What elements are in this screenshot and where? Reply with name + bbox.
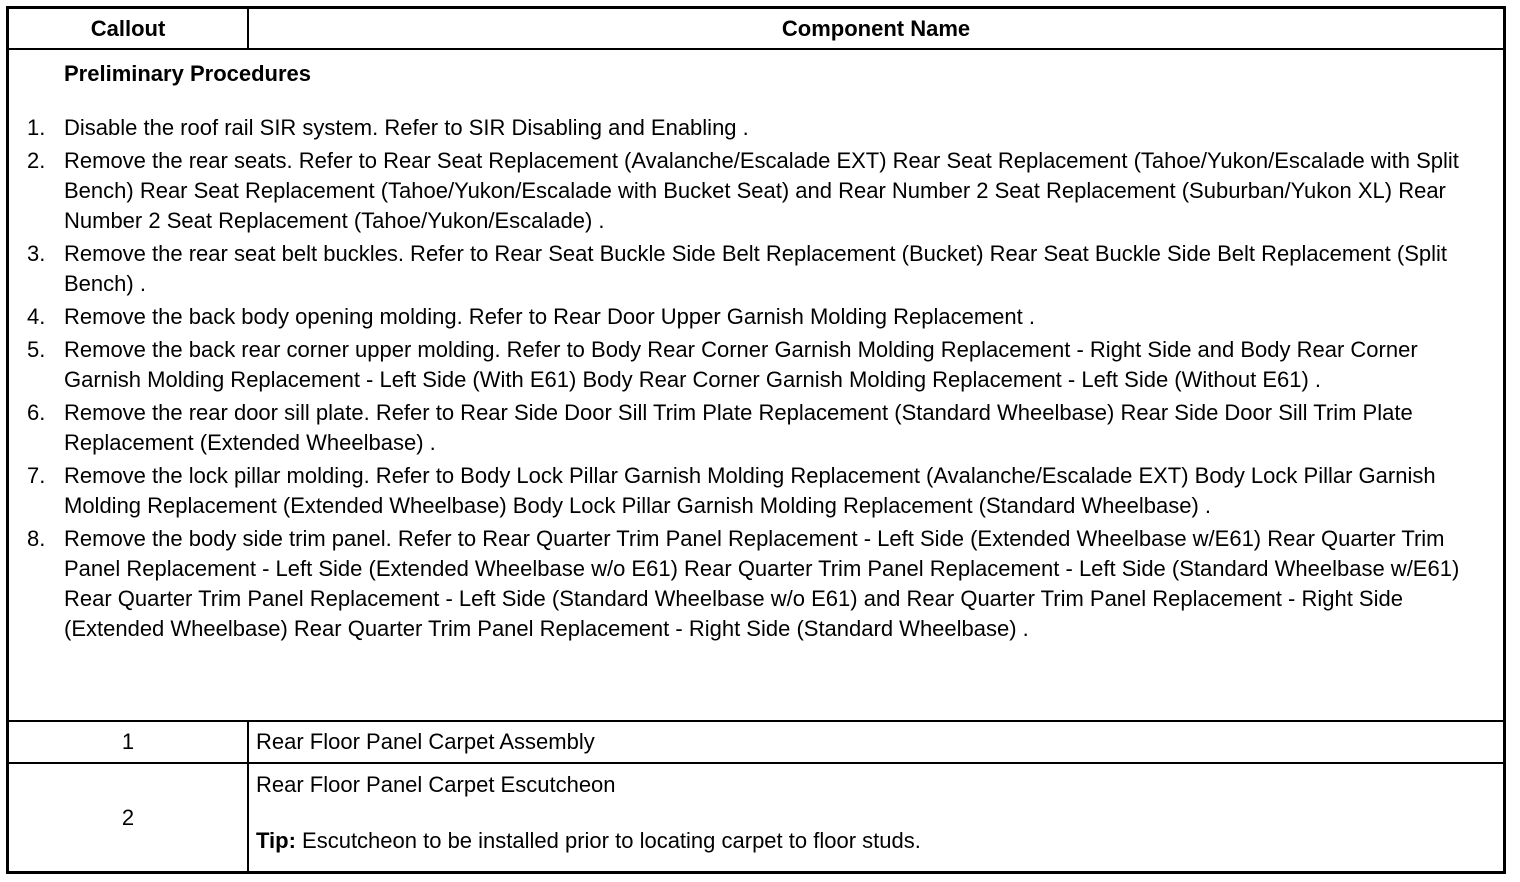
step-text: Remove the back body opening molding. Refer to Rear Door Upper Garnish Molding Replacement .: [64, 304, 1035, 329]
procedure-step: [27, 113, 1497, 143]
procedure-step: [27, 461, 1497, 521]
preliminary-procedures-cell: [9, 49, 1503, 721]
step-number: 5.: [27, 337, 46, 362]
tip-label: Tip:: [256, 828, 296, 854]
procedure-step: [27, 335, 1497, 395]
table-row: [9, 763, 1503, 871]
step-text: Disable the roof rail SIR system. Refer to SIR Disabling and Enabling .: [64, 115, 749, 140]
procedure-step: [27, 524, 1497, 644]
step-text: Remove the rear door sill plate. Refer to Rear Side Door Sill Trim Plate Replacement (Standard Wheelbase) Rear Side Door Sill Trim Plate Replacement (Extended Wheelbase) .: [64, 400, 1413, 455]
preliminary-procedures-title: Preliminary Procedures: [64, 61, 312, 86]
component-name-column-header: Component Name: [248, 9, 1503, 49]
callout-cell: 2: [9, 763, 248, 871]
table-header-row: [9, 9, 1503, 49]
tip-note: [256, 826, 1503, 856]
tip-text: Escutcheon to be installed prior to locating carpet to floor studs.: [295, 828, 921, 854]
preliminary-procedures-row: [9, 49, 1503, 721]
component-name: Rear Floor Panel Carpet Escutcheon: [256, 772, 616, 798]
procedure-step: [27, 146, 1497, 236]
step-text: Remove the lock pillar molding. Refer to Body Lock Pillar Garnish Molding Replacement (Avalanche/Escalade EXT) Body Lock Pillar Garnish Molding Replacement (Extended Wheelbase) Body Lock Pillar Garnish Molding Replacement (Standard Wheelbase) .: [64, 463, 1436, 518]
procedure-steps-list: [27, 113, 1497, 644]
step-number: 4.: [27, 304, 46, 329]
step-text: Remove the back rear corner upper molding. Refer to Body Rear Corner Garnish Molding Replacement - Right Side and Body Rear Corner Garnish Molding Replacement - Left Side (With E61) Body Rear Corner Garnish Molding Replacement - Left Side (Without E61) .: [64, 337, 1418, 392]
step-number: 7.: [27, 463, 46, 488]
step-number: 8.: [27, 526, 46, 551]
component-name-cell: [248, 763, 1503, 871]
step-number: 1.: [27, 115, 46, 140]
step-number: 3.: [27, 241, 46, 266]
procedure-step: [27, 398, 1497, 458]
table-row: [9, 721, 1503, 763]
procedure-step: [27, 239, 1497, 299]
step-text: Remove the rear seat belt buckles. Refer to Rear Seat Buckle Side Belt Replacement (Bucket) Rear Seat Buckle Side Belt Replacement (Split Bench) .: [64, 241, 1448, 296]
component-name-cell: Rear Floor Panel Carpet Assembly: [248, 721, 1503, 763]
step-number: 6.: [27, 400, 46, 425]
component-table-frame: [6, 6, 1506, 874]
callout-column-header: Callout: [9, 9, 248, 49]
step-text: Remove the body side trim panel. Refer to Rear Quarter Trim Panel Replacement - Left Side (Extended Wheelbase w/E61) Rear Quarter Trim Panel Replacement - Left Side (Extended Wheelbase w/o E61) Rear Quarter Trim Panel Replacement - Left Side (Standard Wheelbase w/E61) Rear Quarter Trim Panel Replacement - Left Side (Standard Wheelbase w/o E61) and Rear Quarter Trim Panel Replacement - Right Side (Extended Wheelbase) Rear Quarter Trim Panel Replacement - Right Side (Standard Wheelbase) .: [64, 526, 1460, 641]
tip-spacer: [256, 800, 1503, 826]
procedure-step: [27, 302, 1497, 332]
component-table: [9, 9, 1503, 871]
step-text: Remove the rear seats. Refer to Rear Seat Replacement (Avalanche/Escalade EXT) Rear Seat Replacement (Tahoe/Yukon/Escalade with Split Bench) Rear Seat Replacement (Tahoe/Yukon/Escalade with Bucket Seat) and Rear Number 2 Seat Replacement (Suburban/Yukon XL) Rear Number 2 Seat Replacement (Tahoe/Yukon/Escalade) .: [64, 148, 1459, 233]
section-spacer: [27, 89, 1497, 113]
callout-cell: 1: [9, 721, 248, 763]
step-number: 2.: [27, 148, 46, 173]
